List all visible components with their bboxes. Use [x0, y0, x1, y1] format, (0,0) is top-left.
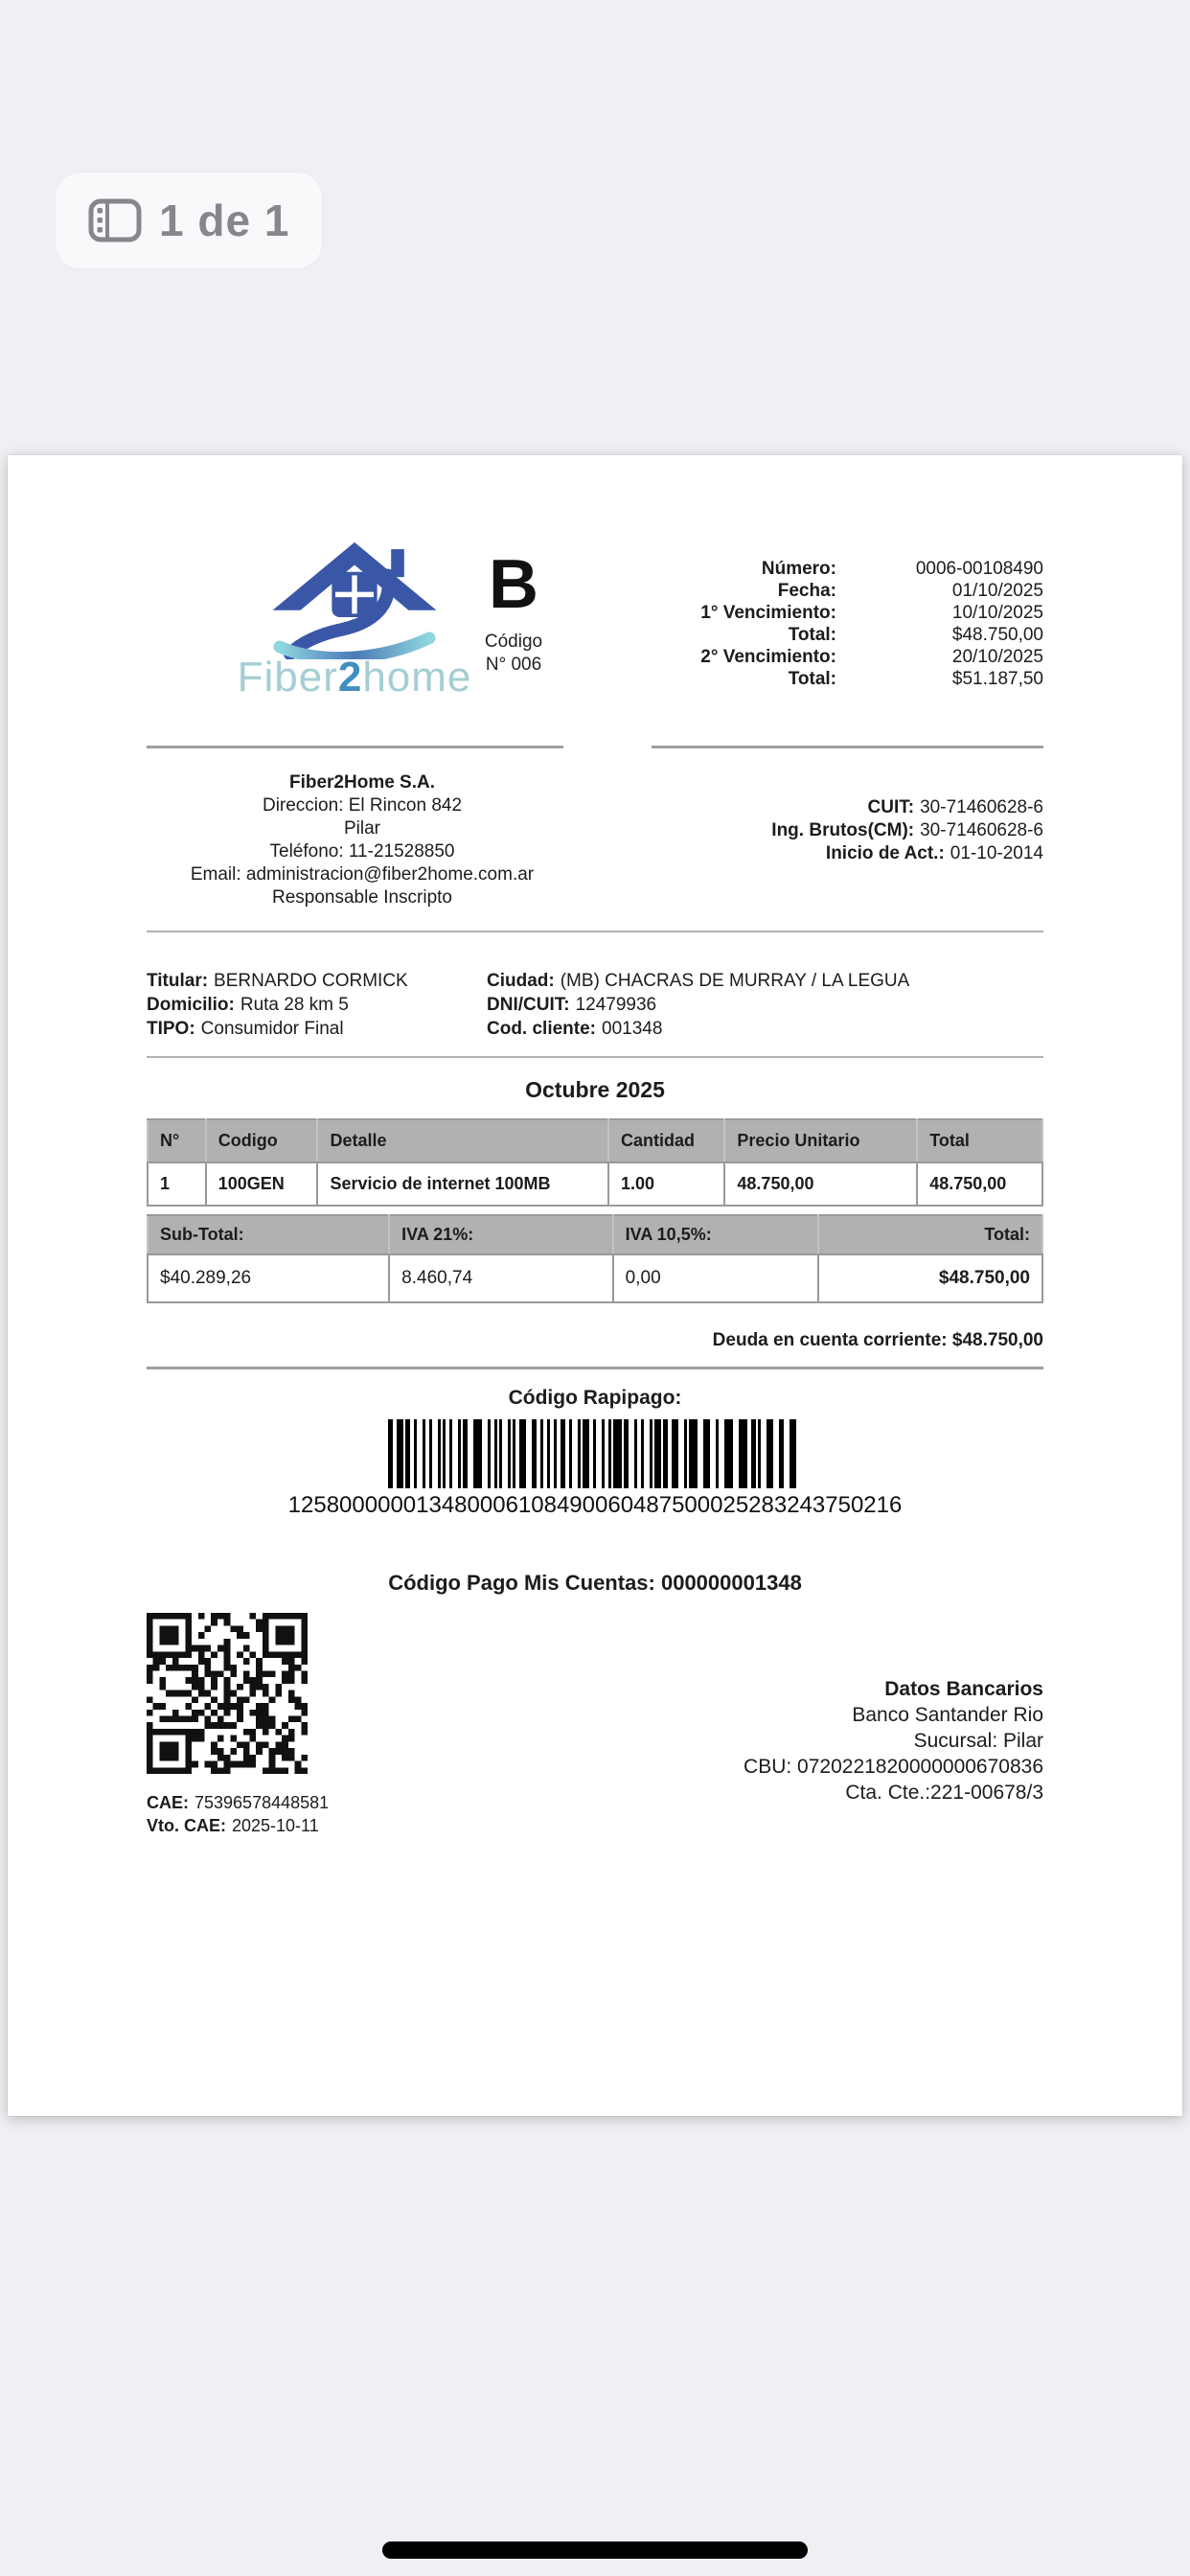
- col-header: Sub-Total:: [148, 1215, 389, 1254]
- logo-text-fiber: Fiber: [237, 654, 338, 701]
- totals-values-row: [148, 1254, 1042, 1302]
- field-label: Fecha:: [777, 581, 836, 601]
- customer-right: [487, 969, 1043, 1041]
- field-value: 10/10/2025: [951, 603, 1043, 623]
- customer-line: DNI/CUIT: 12479936: [487, 995, 657, 1015]
- cell: 100GEN: [206, 1162, 318, 1206]
- bank-info: [744, 1676, 1043, 1837]
- page-indicator-badge[interactable]: [56, 172, 322, 268]
- logo-text-home: home: [362, 654, 472, 701]
- cae-line: Vto. CAE: 2025-10-11: [147, 1816, 319, 1835]
- header-divider: [147, 746, 1043, 748]
- invoice-type-code: [396, 631, 631, 677]
- tax-line: Inicio de Act.: 01-10-2014: [825, 843, 1043, 863]
- company-line: Direccion: El Rincon 842: [262, 795, 463, 816]
- items-header-row: [148, 1119, 1042, 1162]
- field-label: Total:: [788, 625, 836, 645]
- tax-info: [771, 771, 1043, 909]
- cell: 1: [148, 1162, 206, 1206]
- account-debt-line: Deuda en cuenta corriente: $48.750,00: [712, 1330, 1043, 1350]
- invoice-meta-fields: [631, 537, 1043, 690]
- col-header: IVA 21%:: [389, 1215, 613, 1254]
- company-line: Email: administracion@fiber2home.com.ar: [190, 864, 535, 885]
- rapipago-barcode: [336, 1419, 854, 1488]
- col-header: IVA 10,5%:: [613, 1215, 819, 1254]
- home-indicator[interactable]: [382, 2542, 808, 2559]
- items-row: [148, 1162, 1042, 1206]
- customer-line: Domicilio: Ruta 28 km 5: [147, 995, 349, 1015]
- customer-line: Ciudad: (MB) CHACRAS DE MURRAY / LA LEGUA: [487, 971, 910, 991]
- codigo-number: N° 006: [485, 655, 542, 676]
- cell: 8.460,74: [389, 1254, 613, 1302]
- col-header: Cantidad: [608, 1119, 724, 1162]
- company-info: [147, 771, 578, 909]
- customer-divider-bottom: [147, 1056, 1043, 1058]
- totals-table: [147, 1214, 1043, 1303]
- cell: Servicio de internet 100MB: [317, 1162, 608, 1206]
- afip-block: [147, 1613, 434, 1837]
- cell: 48.750,00: [724, 1162, 917, 1206]
- sidebar-pages-icon: [88, 198, 142, 242]
- cell: 1.00: [608, 1162, 724, 1206]
- field-value: 20/10/2025: [951, 647, 1043, 667]
- billing-period-title: Octubre 2025: [525, 1077, 665, 1102]
- col-header: Detalle: [317, 1119, 608, 1162]
- col-header: Codigo: [206, 1119, 318, 1162]
- field-label: 1° Vencimiento:: [700, 603, 836, 623]
- page-indicator-label: 1 de 1: [159, 196, 290, 245]
- customer-line: Cod. cliente: 001348: [487, 1019, 663, 1039]
- customer-line: Titular: BERNARDO CORMICK: [147, 971, 408, 991]
- bank-line: Banco Santander Rio: [852, 1704, 1043, 1726]
- cae-line: CAE: 75396578448581: [147, 1793, 330, 1812]
- field-value: 01/10/2025: [951, 581, 1043, 601]
- items-table: [147, 1118, 1043, 1207]
- col-header: N°: [148, 1119, 206, 1162]
- bank-line: Sucursal: Pilar: [913, 1730, 1043, 1752]
- company-tax-row: [147, 771, 1043, 909]
- field-value: $48.750,00: [951, 625, 1043, 645]
- field-value: 0006-00108490: [915, 559, 1043, 579]
- bank-title: Datos Bancarios: [884, 1678, 1043, 1700]
- invoice-document: [8, 455, 1182, 2116]
- customer-line: TIPO: Consumidor Final: [147, 1019, 344, 1039]
- pago-mis-cuentas-line: Código Pago Mis Cuentas: 000000001348: [388, 1571, 802, 1595]
- qr-code: [147, 1613, 308, 1774]
- invoice-type-letter: B: [489, 546, 538, 623]
- company-line: Responsable Inscripto: [272, 887, 452, 908]
- field-label: Total:: [788, 669, 836, 689]
- tax-line: Ing. Brutos(CM): 30-71460628-6: [771, 820, 1043, 840]
- tax-line: CUIT: 30-71460628-6: [867, 797, 1043, 817]
- payment-divider: [147, 1367, 1043, 1369]
- customer-left: [147, 969, 487, 1041]
- col-header: Total:: [818, 1215, 1042, 1254]
- rapipago-code: 125800000013480006108490060487500025283243750216: [287, 1492, 903, 1518]
- codigo-label: Código: [484, 632, 543, 653]
- invoice-header: [147, 537, 1043, 721]
- invoice-type-block: [396, 537, 631, 677]
- field-value: $51.187,50: [951, 669, 1043, 689]
- company-name: Fiber2Home S.A.: [288, 772, 436, 793]
- rapipago-title: Código Rapipago:: [508, 1387, 682, 1409]
- field-label: 2° Vencimiento:: [700, 647, 836, 667]
- bank-line: Cta. Cte.:221-00678/3: [845, 1782, 1043, 1804]
- cell: 48.750,00: [917, 1162, 1042, 1206]
- company-line: Teléfono: 11-21528850: [269, 841, 455, 862]
- bank-line: CBU: 0720221820000000670836: [744, 1756, 1043, 1778]
- qr-bank-row: [147, 1613, 1043, 1837]
- customer-divider-top: [147, 931, 1043, 932]
- col-header: Precio Unitario: [724, 1119, 917, 1162]
- cell: $40.289,26: [148, 1254, 389, 1302]
- field-label: Número:: [761, 559, 836, 579]
- logo-text-2: 2: [337, 654, 363, 701]
- cell-total: $48.750,00: [818, 1254, 1042, 1302]
- totals-header-row: [148, 1215, 1042, 1254]
- col-header: Total: [917, 1119, 1042, 1162]
- customer-info: [147, 955, 1043, 1056]
- cell: 0,00: [613, 1254, 819, 1302]
- company-line: Pilar: [343, 818, 380, 839]
- cae-info: [147, 1791, 434, 1837]
